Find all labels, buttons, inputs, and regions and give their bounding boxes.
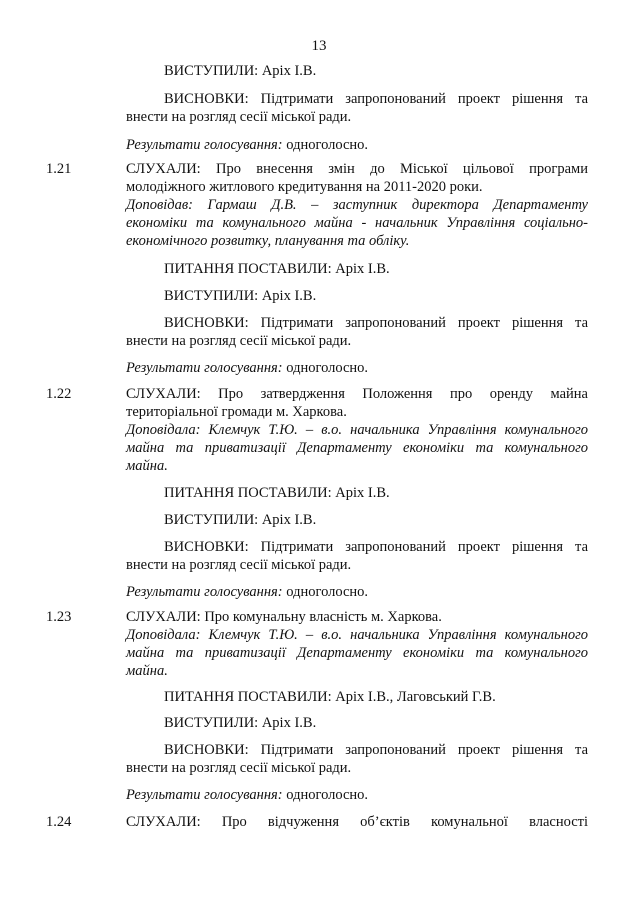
pytannia-line: ПИТАННЯ ПОСТАВИЛИ: Аріх І.В. <box>164 261 390 277</box>
voting-results-label: Результати голосування: <box>126 584 283 600</box>
vysnovky-line-cont: внести на розгляд сесії міської ради. <box>126 760 352 776</box>
sluhaly-line-cont: молодіжного житлового кредитування на 2011-2020 роки. <box>126 179 483 195</box>
sluhaly-line: СЛУХАЛИ: Про відчуження об’єктів комунальної власності <box>126 814 588 830</box>
vystupyly-line: ВИСТУПИЛИ: Аріх І.В. <box>164 512 317 528</box>
voting-results-value: одноголосно. <box>282 360 369 376</box>
item-number: 1.23 <box>46 609 72 625</box>
voting-results-label: Результати голосування: <box>126 360 283 376</box>
speaker-line: Доповідала: Клемчук Т.Ю. – в.о. начальника Управління комунального <box>126 422 588 438</box>
voting-results <box>126 136 368 154</box>
voting-results-value: одноголосно. <box>282 787 369 803</box>
item-number: 1.21 <box>46 161 72 177</box>
speaker-line: Доповідала: Клемчук Т.Ю. – в.о. начальника Управління комунального <box>126 627 588 643</box>
voting-results-label: Результати голосування: <box>126 787 283 803</box>
vysnovky-line-cont: внести на розгляд сесії міської ради. <box>126 333 352 349</box>
vysnovky-line-cont: внести на розгляд сесії міської ради. <box>126 109 352 125</box>
vystupyly-line: ВИСТУПИЛИ: Аріх І.В. <box>164 288 317 304</box>
speaker-line: майна та приватизації Департаменту економіки та комунального <box>126 645 588 661</box>
voting-results <box>126 583 368 601</box>
speaker-line: майна. <box>126 458 168 474</box>
sluhaly-line: СЛУХАЛИ: Про внесення змін до Міської цільової програми <box>126 161 588 177</box>
voting-results-value: одноголосно. <box>282 584 369 600</box>
vysnovky-line: ВИСНОВКИ: Підтримати запропонований проект рішення та <box>164 315 588 331</box>
voting-results-label: Результати голосування: <box>126 137 283 153</box>
speaker-line: майна. <box>126 663 168 679</box>
speaker-line: економіки та комунального майна - начальник Управління соціально- <box>126 215 588 231</box>
page-number: 13 <box>311 38 327 54</box>
voting-results-value: одноголосно. <box>282 137 369 153</box>
sluhaly-line-cont: територіальної громади м. Харкова. <box>126 404 347 420</box>
speaker-line: майна та приватизації Департаменту економіки та комунального <box>126 440 588 456</box>
pytannia-line: ПИТАННЯ ПОСТАВИЛИ: Аріх І.В., Лаговський Г.В. <box>164 689 496 705</box>
item-number: 1.24 <box>46 814 72 830</box>
vysnovky-line: ВИСНОВКИ: Підтримати запропонований проект рішення та <box>164 742 588 758</box>
vystupyly-line: ВИСТУПИЛИ: Аріх І.В. <box>164 63 317 79</box>
speaker-line: економічного розвитку, планування та обліку. <box>126 233 410 249</box>
pytannia-line: ПИТАННЯ ПОСТАВИЛИ: Аріх І.В. <box>164 485 390 501</box>
voting-results <box>126 359 368 377</box>
vysnovky-line: ВИСНОВКИ: Підтримати запропонований проект рішення та <box>164 91 588 107</box>
voting-results <box>126 786 368 804</box>
vystupyly-line: ВИСТУПИЛИ: Аріх І.В. <box>164 715 317 731</box>
speaker-line: Доповідав: Гармаш Д.В. – заступник директора Департаменту <box>126 197 588 213</box>
vysnovky-line: ВИСНОВКИ: Підтримати запропонований проект рішення та <box>164 539 588 555</box>
item-number: 1.22 <box>46 386 72 402</box>
vysnovky-line-cont: внести на розгляд сесії міської ради. <box>126 557 352 573</box>
sluhaly-line: СЛУХАЛИ: Про комунальну власність м. Харкова. <box>126 609 442 625</box>
sluhaly-line: СЛУХАЛИ: Про затвердження Положення про оренду майна <box>126 386 588 402</box>
